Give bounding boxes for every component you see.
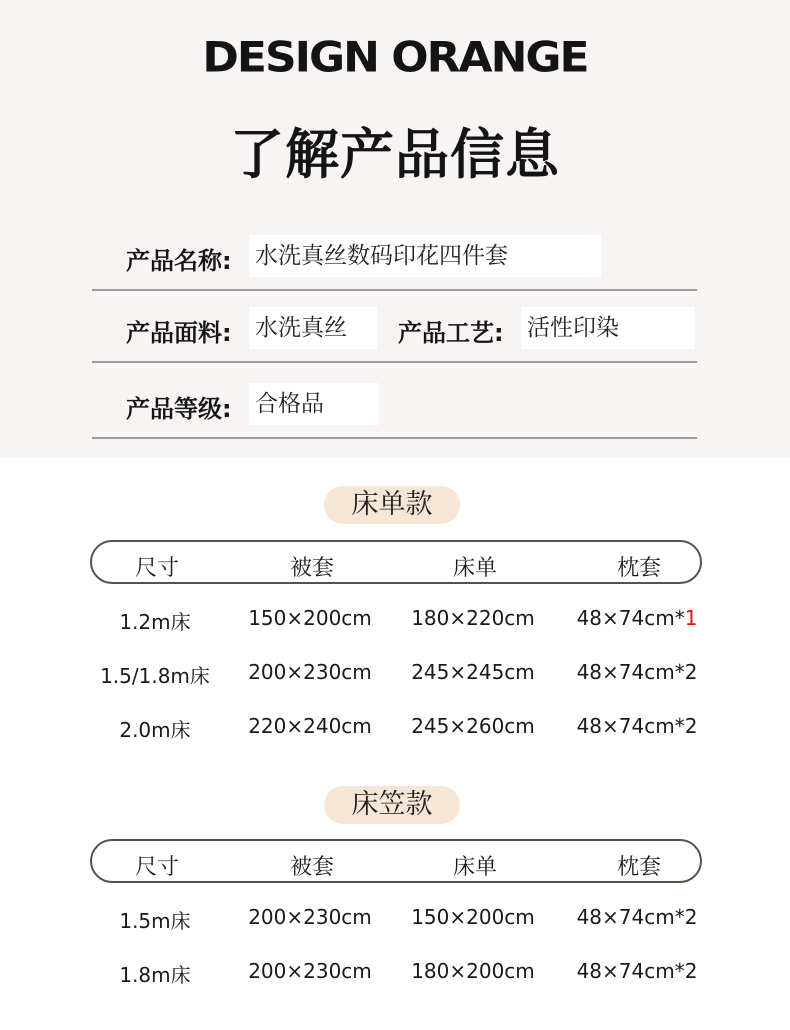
table-header-fitted-sheet [90, 839, 702, 883]
header-duvet: 被套 [289, 556, 334, 581]
fabric-value: 水洗真丝 [249, 307, 377, 349]
table-row [90, 604, 702, 634]
info-row-grade [92, 367, 697, 439]
cell-pillowcase: 48×74cm*2 [576, 714, 698, 738]
cell-sheet: 245×245cm [411, 660, 535, 684]
header-sheet: 床单 [452, 855, 497, 880]
page-title: 了解产品信息 [230, 123, 560, 186]
cell-duvet: 220×240cm [248, 714, 372, 738]
cell-pillowcase-count: 1 [684, 606, 698, 630]
cell-size: 1.8m床 [119, 963, 191, 987]
brand-logo-text: DESIGN ORANGE [202, 33, 588, 82]
table-row [90, 903, 702, 933]
table-header-flat-sheet [90, 540, 702, 584]
header-pillowcase: 枕套 [616, 556, 661, 581]
info-row-name [92, 219, 697, 291]
cell-pillowcase: 48×74cm*2 [576, 905, 698, 929]
craft-value: 活性印染 [521, 307, 695, 349]
cell-duvet: 200×230cm [248, 660, 372, 684]
table-row [90, 957, 702, 987]
header-duvet: 被套 [289, 855, 334, 880]
cell-sheet: 150×200cm [411, 905, 535, 929]
header-sheet: 床单 [452, 556, 497, 581]
cell-pillowcase-text: 48×74cm* [576, 606, 685, 630]
name-label: 产品名称: [126, 247, 232, 275]
fabric-label: 产品面料: [126, 319, 232, 347]
craft-label: 产品工艺: [398, 319, 504, 347]
name-value: 水洗真丝数码印花四件套 [249, 235, 601, 277]
cell-pillowcase [557, 606, 717, 630]
header-size: 尺寸 [134, 556, 179, 581]
cell-sheet: 180×200cm [411, 959, 535, 983]
cell-sheet: 180×220cm [411, 606, 535, 630]
table-row [90, 712, 702, 742]
info-row-fabric-craft [92, 291, 697, 363]
cell-duvet: 200×230cm [248, 905, 372, 929]
table-row [90, 658, 702, 688]
grade-value: 合格品 [249, 383, 379, 425]
cell-size: 1.2m床 [119, 610, 191, 634]
section-title-flat-sheet: 床单款 [324, 486, 460, 524]
header-size: 尺寸 [134, 855, 179, 880]
product-info-panel [0, 0, 790, 458]
section-title-fitted-sheet: 床笠款 [324, 786, 460, 824]
cell-duvet: 150×200cm [248, 606, 372, 630]
cell-duvet: 200×230cm [248, 959, 372, 983]
header-pillowcase: 枕套 [616, 855, 661, 880]
cell-size: 2.0m床 [119, 718, 191, 742]
grade-label: 产品等级: [126, 395, 232, 423]
cell-pillowcase: 48×74cm*2 [576, 660, 698, 684]
cell-size: 1.5m床 [119, 909, 191, 933]
cell-size: 1.5/1.8m床 [100, 664, 210, 688]
cell-pillowcase: 48×74cm*2 [576, 959, 698, 983]
cell-sheet: 245×260cm [411, 714, 535, 738]
